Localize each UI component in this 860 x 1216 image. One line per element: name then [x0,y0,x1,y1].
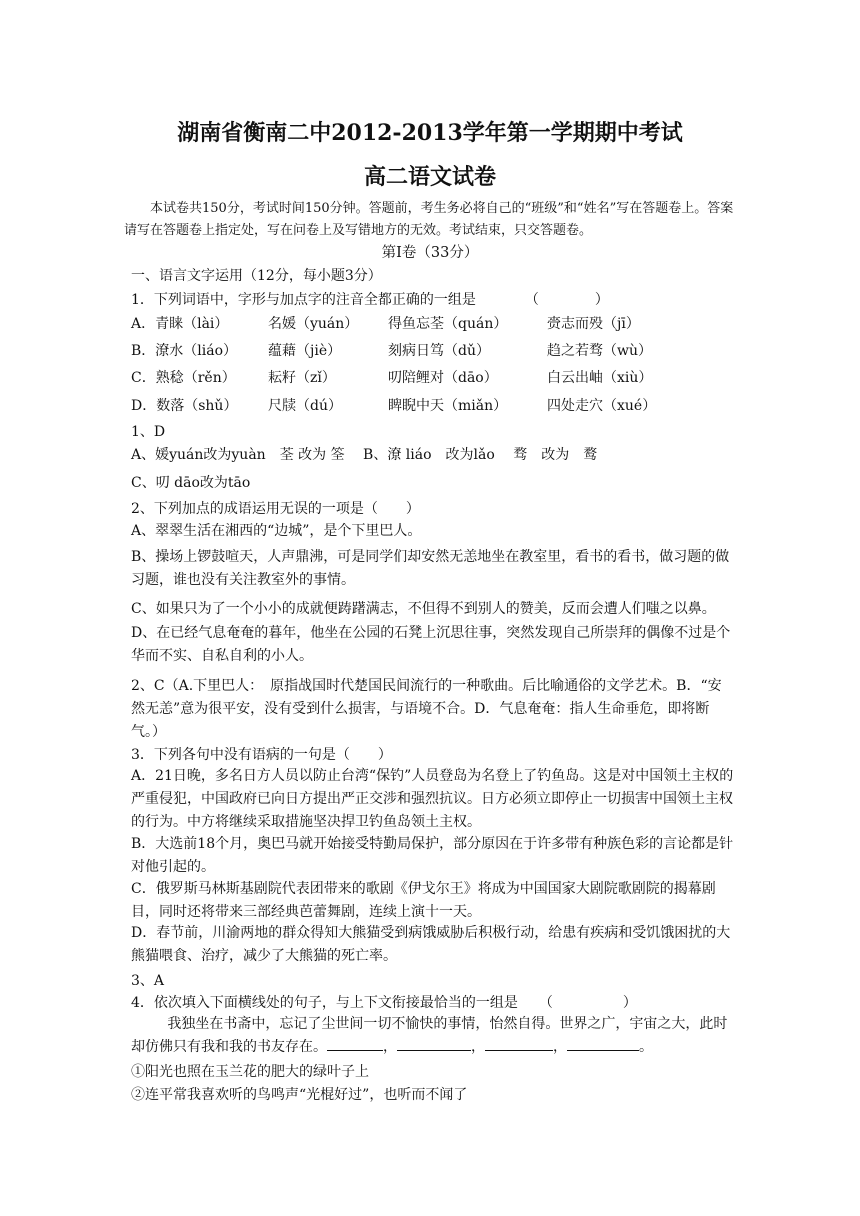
option-b-3: 刻病日笃（dǔ） [388,343,490,359]
question-1-answer: 1、D [131,424,166,440]
section-heading: 一、语言文字运用（12分，每小题3分） [131,268,382,284]
exam-subtitle: 高二语文试卷 [363,164,496,190]
question-4-passage-text: 我独坐在书斋中，忘记了尘世间一切不愉快的事情，怡然自得。世界之广，宇宙之大，此时却仿佛只有我和我的书友存在。 [131,1016,728,1055]
question-3-option-c: C．俄罗斯马林斯基剧院代表团带来的歌剧《伊戈尔王》将成为中国国家大剧院歌剧院的揭幕剧目，同时还将带来三部经典芭蕾舞剧，连续上演十一天。 [131,881,716,920]
answer-blank-4[interactable] [567,1036,639,1051]
question-3-answer: 3、A [131,973,165,989]
question-4-option-1: ①阳光也照在玉兰花的肥大的绿叶子上 [131,1064,369,1080]
option-c-4: 白云出岫（xiù） [547,370,653,386]
option-b-1: B．潦水（liáo） [131,343,238,359]
question-2-option-b: B、操场上锣鼓喧天，人声鼎沸，可是同学们却安然无恙地坐在教室里，看书的看书，做习题的做习题，谁也没有关注教室外的事情。 [131,549,730,588]
option-a-3: 得鱼忘荃（quán） [388,316,508,332]
question-3-option-d: D．春节前，川渝两地的群众得知大熊猫受到病饿威胁后积极行动，给患有疾病和受饥饿困扰的大熊猫喂食、治疗，减少了大熊猫的死亡率。 [131,925,731,964]
question-2-option-a: A、翠翠生活在湘西的“边城”，是个下里巴人。 [131,523,422,539]
question-4-stem: 4．依次填入下面横线处的句子，与上下文衔接最恰当的一组是 （ ） [131,995,637,1011]
option-c-2: 耘籽（zǐ） [268,370,336,386]
question-3-stem: 3．下列各句中没有语病的一句是（ ） [131,747,392,763]
option-a-2: 名媛（yuán） [268,316,359,332]
option-c-1: C．熟稔（rěn） [131,370,236,386]
option-a-4: 赍志而殁（jī） [547,316,640,332]
question-1-note-2: C、叨 dāo改为tāo [131,475,251,491]
answer-blank-3[interactable] [485,1036,553,1051]
exam-instructions: 本试卷共150分，考试时间150分钟。答题前，考生务必将自己的“班级”和“姓名”写在答题卷上。答案请写在答题卷上指定处，写在问卷上及写错地方的无效。考试结束，只交答题卷。 [124,201,734,238]
question-2-answer: 2、C（A.下里巴人： 原指战国时代楚国民间流行的一种歌曲。后比喻通俗的文学艺术。B．“安然无恙”意为很平安，没有受到什么损害，与语境不合。D．气息奄奄：指人生命垂危，即将断气。） [131,678,722,740]
option-d-2: 尺牍（dú） [268,398,342,414]
option-d-4: 四处走穴（xué） [547,398,657,414]
option-d-1: D．数落（shǔ） [131,398,238,414]
option-b-2: 蕴藉（jiè） [268,343,342,359]
option-c-3: 叨陪鲤对（dāo） [388,370,498,386]
answer-blank-1[interactable] [327,1036,383,1051]
question-2-option-c: C、如果只为了一个小小的成就便踌躇满志，不但得不到别人的赞美，反而会遭人们嗤之以鼻。 [131,601,716,617]
option-d-3: 睥睨中天（miǎn） [388,398,508,414]
question-1-note-1: A、媛yuán改为yuàn 荃 改为 筌 B、潦 liáo 改为lǎo 骛 改为 鹜 [131,447,598,463]
part-heading: 第Ⅰ卷（33分） [381,245,479,261]
question-1-stem: 1．下列词语中，字形与加点字的注音全都正确的一组是 （ ） [131,292,609,308]
question-2-option-d: D、在已经气息奄奄的暮年，他坐在公园的石凳上沉思往事，突然发现自己所崇拜的偶像不过是个华而不实、自私自利的小人。 [131,625,731,664]
question-2-stem: 2、下列加点的成语运用无误的一项是（ ） [131,501,420,517]
question-4-option-2: ②连平常我喜欢听的鸟鸣声“光棍好过”，也听而不闻了 [131,1087,468,1103]
exam-title: 湖南省衡南二中2012-2013学年第一学期期中考试 [177,120,683,146]
option-a-1: A．青睐（lài） [131,316,229,332]
question-4-passage: 我独坐在书斋中，忘记了尘世间一切不愉快的事情，怡然自得。世界之广，宇宙之大，此时却仿佛只有我和我的书友存在。 ， ， ， 。 [131,1016,728,1055]
answer-blank-2[interactable] [397,1036,471,1051]
question-3-option-b: B．大选前18个月，奥巴马就开始接受特勤局保护，部分原因在于许多带有种族色彩的言论都是针对他引起的。 [131,836,734,875]
option-b-4: 趋之若骛（wù） [547,343,652,359]
question-3-option-a: A．21日晚，多名日方人员以防止台湾“保钓”人员登岛为名登上了钓鱼岛。这是对中国领土主权的严重侵犯，中国政府已向日方提出严正交涉和强烈抗议。日方必须立即停止一切损害中国领土主权的行为。中方将继续采取措施坚决捍卫钓鱼岛领土主权。 [131,768,734,830]
